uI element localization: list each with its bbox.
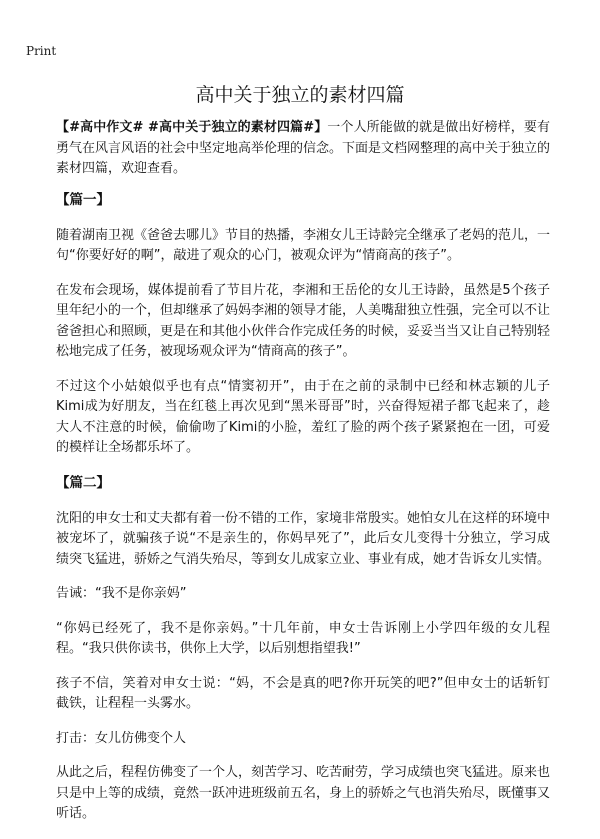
document-body [56, 118, 550, 839]
section-heading-2: 【篇二】 [56, 474, 110, 491]
print-link[interactable]: Print [26, 44, 57, 58]
paragraph: 孩子不信，笑着对申女士说：“妈，不会是真的吧?你开玩笑的吧?”但申女士的话斩钉截铁，让程程一头雾水。 [56, 675, 550, 711]
intro-text: 一个人所能做的就是做出好榜样，要有勇气在风言风语的社会中坚定地高举伦理的信念。下面是文档网整理的高中关于独立的素材四篇，欢迎查看。 [56, 120, 551, 176]
paragraph: 不过这个小姑娘似乎也有点“情窦初开”，由于在之前的录制中已经和林志颖的儿子Kimi成为好朋友，当在红毯上再次见到“黑米哥哥”时，兴奋得短裙子都飞起来了，趁大人不注意的时候，偷偷吻了Kimi的小脸，羞红了脸的两个孩子紧紧抱在一团，可爱的模样让全场都乐坏了。 [56, 378, 550, 455]
paragraph: 从此之后，程程仿佛变了一个人，刻苦学习、吃苦耐劳，学习成绩也突飞猛进。原来也只是中上等的成绩，竟然一跃冲进班级前五名，身上的骄娇之气也消失殆尽，既懂事又听话。 [56, 765, 551, 821]
paragraph: 在发布会现场，媒体提前看了节目片花，李湘和王岳伦的女儿王诗龄，虽然是5个孩子里年纪小的一个，但却继承了妈妈李湘的领导才能，人美嘴甜独立性强，完全可以不让爸爸担心和照顾，更是在和其他小伙伴合作完成任务的时候，妥妥当当又让自己特别轻松地完成了任务，被现场观众评为“情商高的孩子”。 [56, 282, 551, 359]
paragraph: “你妈已经死了，我不是你亲妈。”十几年前，申女士告诉刚上小学四年级的女儿程程。“我只供你读书，供你上大学，以后别想指望我!” [56, 620, 550, 656]
subheading: 告诫：“我不是你亲妈” [56, 586, 187, 601]
section-heading-1: 【篇一】 [56, 191, 110, 208]
intro-tag: 【#高中作文# #高中关于独立的素材四篇#】 [56, 120, 328, 135]
subheading: 打击：女儿仿佛变个人 [56, 730, 187, 746]
intro-paragraph [56, 118, 550, 180]
paragraph: 沈阳的申女士和丈夫都有着一份不错的工作，家境非常殷实。她怕女儿在这样的环境中被宠坏了，就骗孩子说“不是亲生的，你妈早死了”，此后女儿变得十分独立，学习成绩突飞猛进，骄娇之气消失殆尽，等到女儿成家立业、事业有成，她才告诉女儿实情。 [56, 510, 551, 567]
document-title: 高中关于独立的素材四篇 [195, 84, 405, 106]
paragraph: 随着湖南卫视《爸爸去哪儿》节目的热播，李湘女儿王诗龄完全继承了老妈的范儿，一句“你要好好的啊”，敲进了观众的心门，被观众评为“情商高的孩子”。 [56, 227, 551, 263]
